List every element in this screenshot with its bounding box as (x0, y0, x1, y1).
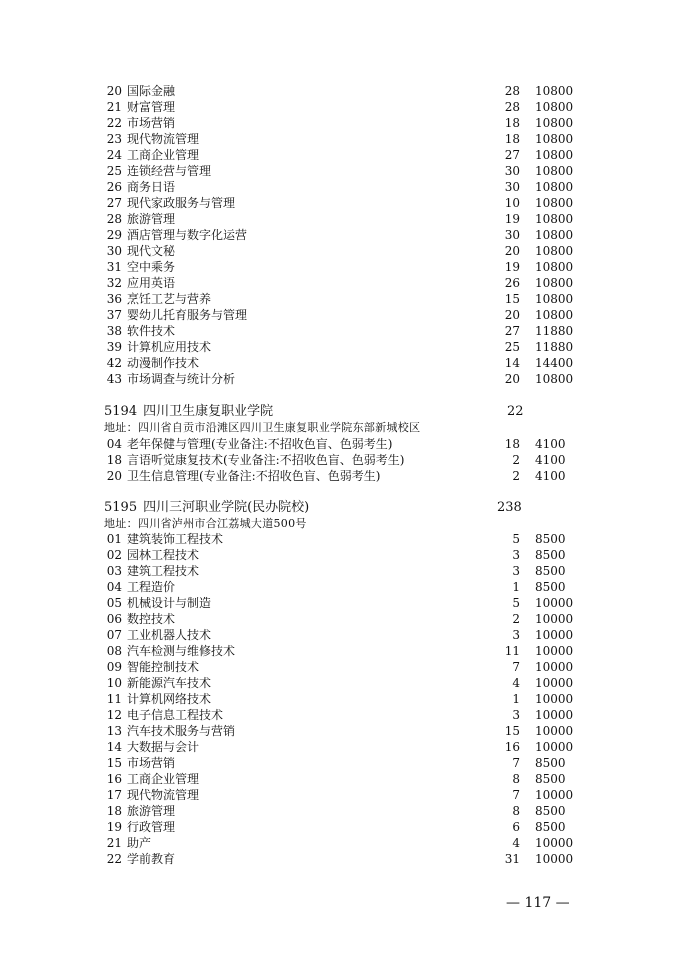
program-code: 23 (106, 132, 122, 146)
enrollment-count: 8 (512, 772, 520, 786)
table-row (0, 371, 680, 387)
table-row (0, 452, 680, 468)
tuition-fee: 10000 (535, 788, 574, 802)
program-name: 汽车技术服务与营销 (127, 724, 236, 738)
program-name: 助产 (127, 836, 152, 850)
tuition-fee: 10800 (535, 228, 574, 242)
program-code: 05 (106, 596, 122, 610)
tuition-fee: 10800 (535, 164, 574, 178)
tuition-fee: 10800 (535, 100, 574, 114)
program-code: 07 (106, 628, 122, 642)
program-name: 工商企业管理 (127, 148, 200, 162)
enrollment-count: 7 (512, 788, 520, 802)
program-name: 市场营销 (127, 756, 176, 770)
table-row (0, 99, 680, 115)
program-code: 18 (106, 804, 122, 818)
enrollment-count: 20 (504, 372, 520, 386)
tuition-fee: 10000 (535, 836, 574, 850)
enrollment-count: 5 (512, 532, 520, 546)
program-code: 17 (106, 788, 122, 802)
program-code: 06 (106, 612, 122, 626)
program-code: 43 (106, 372, 122, 386)
school-address-5195: 地址：四川省泸州市合江荔城大道500号 (104, 517, 307, 530)
tuition-fee: 10800 (535, 132, 574, 146)
program-code: 15 (106, 756, 122, 770)
program-code: 14 (106, 740, 122, 754)
program-code: 28 (106, 212, 122, 226)
program-name: 商务日语 (127, 180, 176, 194)
table-row (0, 163, 680, 179)
tuition-fee: 8500 (535, 772, 566, 786)
program-name: 学前教育 (127, 852, 176, 866)
table-row (0, 275, 680, 291)
program-name: 工商企业管理 (127, 772, 200, 786)
program-name: 卫生信息管理(专业备注:不招收色盲、色弱考生) (127, 469, 381, 483)
program-code: 22 (106, 852, 122, 866)
enrollment-count: 18 (504, 116, 520, 130)
tuition-fee: 8500 (535, 532, 566, 546)
enrollment-count: 16 (504, 740, 520, 754)
tuition-fee: 10000 (535, 612, 574, 626)
program-name: 烹饪工艺与营养 (127, 292, 212, 306)
table-row (0, 307, 680, 323)
table-row (0, 115, 680, 131)
enrollment-count: 19 (504, 212, 520, 226)
program-code: 19 (106, 820, 122, 834)
program-name: 大数据与会计 (127, 740, 200, 754)
tuition-fee: 10000 (535, 740, 574, 754)
table-row (0, 468, 680, 484)
program-name: 数控技术 (127, 612, 176, 626)
program-code: 13 (106, 724, 122, 738)
program-name: 软件技术 (127, 324, 176, 338)
enrollment-count: 28 (504, 84, 520, 98)
program-code: 09 (106, 660, 122, 674)
table-row (0, 835, 680, 851)
program-code: 37 (106, 308, 122, 322)
tuition-fee: 10800 (535, 180, 574, 194)
tuition-fee: 4100 (535, 453, 566, 467)
program-code: 22 (106, 116, 122, 130)
table-row (0, 803, 680, 819)
tuition-fee: 10800 (535, 372, 574, 386)
table-row (0, 819, 680, 835)
enrollment-count: 27 (504, 324, 520, 338)
school-address-5194: 地址：四川省自贡市沿滩区四川卫生康复职业学院东部新城校区 (104, 421, 421, 434)
school-code: 5195 (104, 500, 138, 515)
program-name: 工程造价 (127, 580, 176, 594)
program-name: 婴幼儿托育服务与管理 (127, 308, 248, 322)
enrollment-count: 7 (512, 756, 520, 770)
program-code: 20 (106, 469, 122, 483)
school-name: 四川三河职业学院(民办院校) (143, 500, 310, 515)
program-code: 21 (106, 100, 122, 114)
enrollment-count: 19 (504, 260, 520, 274)
tuition-fee: 10000 (535, 628, 574, 642)
table-row (0, 259, 680, 275)
enrollment-count: 3 (512, 564, 520, 578)
program-code: 01 (106, 532, 122, 546)
tuition-fee: 8500 (535, 580, 566, 594)
program-name: 市场调查与统计分析 (127, 372, 236, 386)
program-name: 行政管理 (127, 820, 176, 834)
tuition-fee: 10000 (535, 692, 574, 706)
table-row (0, 851, 680, 867)
program-code: 18 (106, 453, 122, 467)
program-code: 24 (106, 148, 122, 162)
tuition-fee: 8500 (535, 756, 566, 770)
tuition-fee: 8500 (535, 820, 566, 834)
table-row (0, 691, 680, 707)
program-name: 计算机应用技术 (127, 340, 212, 354)
school-heading-5194 (104, 403, 273, 421)
tuition-fee: 10800 (535, 292, 574, 306)
table-row (0, 531, 680, 547)
tuition-fee: 10000 (535, 644, 574, 658)
tuition-fee: 10800 (535, 196, 574, 210)
program-name: 计算机网络技术 (127, 692, 212, 706)
program-name: 言语听觉康复技术(专业备注:不招收色盲、色弱考生) (127, 453, 405, 467)
table-row (0, 723, 680, 739)
program-name: 工业机器人技术 (127, 628, 212, 642)
tuition-fee: 11880 (535, 324, 574, 338)
program-code: 39 (106, 340, 122, 354)
program-name: 机械设计与制造 (127, 596, 212, 610)
school-total-5194: 22 (507, 404, 524, 419)
enrollment-count: 5 (512, 596, 520, 610)
program-code: 12 (106, 708, 122, 722)
enrollment-count: 31 (504, 852, 520, 866)
table-row (0, 787, 680, 803)
program-name: 旅游管理 (127, 804, 176, 818)
table-row (0, 323, 680, 339)
program-name: 汽车检测与维修技术 (127, 644, 236, 658)
program-name: 现代家政服务与管理 (127, 196, 236, 210)
program-name: 现代物流管理 (127, 132, 200, 146)
program-code: 04 (106, 580, 122, 594)
enrollment-count: 6 (512, 820, 520, 834)
tuition-fee: 10000 (535, 852, 574, 866)
enrollment-count: 4 (512, 836, 520, 850)
program-name: 酒店管理与数字化运营 (127, 228, 248, 242)
program-name: 市场营销 (127, 116, 176, 130)
enrollment-count: 15 (504, 292, 520, 306)
enrollment-count: 18 (504, 437, 520, 451)
table-row (0, 595, 680, 611)
program-code: 04 (106, 437, 122, 451)
program-code: 20 (106, 84, 122, 98)
tuition-fee: 10800 (535, 148, 574, 162)
table-row (0, 211, 680, 227)
program-name: 动漫制作技术 (127, 356, 200, 370)
program-code: 21 (106, 836, 122, 850)
enrollment-count: 18 (504, 132, 520, 146)
enrollment-count: 2 (512, 612, 520, 626)
enrollment-count: 3 (512, 708, 520, 722)
enrollment-count: 3 (512, 628, 520, 642)
enrollment-count: 14 (504, 356, 520, 370)
enrollment-count: 2 (512, 469, 520, 483)
program-code: 32 (106, 276, 122, 290)
tuition-fee: 4100 (535, 469, 566, 483)
tuition-fee: 8500 (535, 548, 566, 562)
tuition-fee: 10000 (535, 596, 574, 610)
program-code: 02 (106, 548, 122, 562)
enrollment-count: 1 (512, 580, 520, 594)
program-code: 11 (106, 692, 122, 706)
program-code: 27 (106, 196, 122, 210)
program-name: 国际金融 (127, 84, 176, 98)
enrollment-count: 26 (504, 276, 520, 290)
enrollment-count: 10 (504, 196, 520, 210)
tuition-fee: 4100 (535, 437, 566, 451)
enrollment-count: 20 (504, 244, 520, 258)
enrollment-count: 2 (512, 453, 520, 467)
program-code: 03 (106, 564, 122, 578)
table-row (0, 563, 680, 579)
table-row (0, 83, 680, 99)
program-name: 应用英语 (127, 276, 176, 290)
program-name: 建筑工程技术 (127, 564, 200, 578)
table-row (0, 659, 680, 675)
program-name: 旅游管理 (127, 212, 176, 226)
table-row (0, 339, 680, 355)
table-row (0, 771, 680, 787)
table-row (0, 131, 680, 147)
school-heading-5195 (104, 499, 309, 517)
school-code: 5194 (104, 404, 138, 419)
table-row (0, 179, 680, 195)
table-row (0, 755, 680, 771)
table-row (0, 147, 680, 163)
program-code: 08 (106, 644, 122, 658)
enrollment-count: 20 (504, 308, 520, 322)
table-row (0, 243, 680, 259)
tuition-fee: 11880 (535, 340, 574, 354)
program-code: 36 (106, 292, 122, 306)
program-name: 现代物流管理 (127, 788, 200, 802)
table-row (0, 627, 680, 643)
program-name: 电子信息工程技术 (127, 708, 224, 722)
table-row (0, 675, 680, 691)
enrollment-count: 11 (504, 644, 520, 658)
enrollment-count: 7 (512, 660, 520, 674)
table-row (0, 195, 680, 211)
tuition-fee: 10800 (535, 244, 574, 258)
enrollment-count: 3 (512, 548, 520, 562)
table-row (0, 611, 680, 627)
tuition-fee: 10800 (535, 308, 574, 322)
tuition-fee: 10000 (535, 708, 574, 722)
tuition-fee: 10000 (535, 676, 574, 690)
school-name: 四川卫生康复职业学院 (143, 404, 274, 419)
enrollment-count: 30 (504, 164, 520, 178)
program-code: 16 (106, 772, 122, 786)
program-name: 新能源汽车技术 (127, 676, 212, 690)
enrollment-count: 28 (504, 100, 520, 114)
program-name: 现代文秘 (127, 244, 176, 258)
tuition-fee: 10800 (535, 84, 574, 98)
tuition-fee: 10800 (535, 116, 574, 130)
table-row (0, 579, 680, 595)
program-name: 空中乘务 (127, 260, 176, 274)
table-row (0, 291, 680, 307)
enrollment-count: 15 (504, 724, 520, 738)
table-row (0, 227, 680, 243)
tuition-fee: 10800 (535, 212, 574, 226)
program-name: 智能控制技术 (127, 660, 200, 674)
enrollment-count: 4 (512, 676, 520, 690)
program-code: 31 (106, 260, 122, 274)
program-code: 42 (106, 356, 122, 370)
tuition-fee: 8500 (535, 804, 566, 818)
program-name: 老年保健与管理(专业备注:不招收色盲、色弱考生) (127, 437, 393, 451)
enrollment-count: 30 (504, 228, 520, 242)
program-code: 10 (106, 676, 122, 690)
program-code: 38 (106, 324, 122, 338)
enrollment-count: 27 (504, 148, 520, 162)
program-name: 连锁经营与管理 (127, 164, 212, 178)
tuition-fee: 14400 (535, 356, 574, 370)
program-code: 25 (106, 164, 122, 178)
table-row (0, 739, 680, 755)
enrollment-count: 1 (512, 692, 520, 706)
table-row (0, 643, 680, 659)
program-name: 园林工程技术 (127, 548, 200, 562)
program-code: 29 (106, 228, 122, 242)
tuition-fee: 10800 (535, 276, 574, 290)
tuition-fee: 10000 (535, 724, 574, 738)
page-number: — 117 — (506, 895, 570, 911)
program-name: 财富管理 (127, 100, 176, 114)
program-name: 建筑装饰工程技术 (127, 532, 224, 546)
table-row (0, 707, 680, 723)
school-total-5195: 238 (497, 500, 522, 515)
enrollment-count: 25 (504, 340, 520, 354)
table-row (0, 547, 680, 563)
table-row (0, 355, 680, 371)
tuition-fee: 10800 (535, 260, 574, 274)
program-code: 30 (106, 244, 122, 258)
table-row (0, 436, 680, 452)
program-code: 26 (106, 180, 122, 194)
tuition-fee: 10000 (535, 660, 574, 674)
enrollment-count: 8 (512, 804, 520, 818)
enrollment-count: 30 (504, 180, 520, 194)
tuition-fee: 8500 (535, 564, 566, 578)
